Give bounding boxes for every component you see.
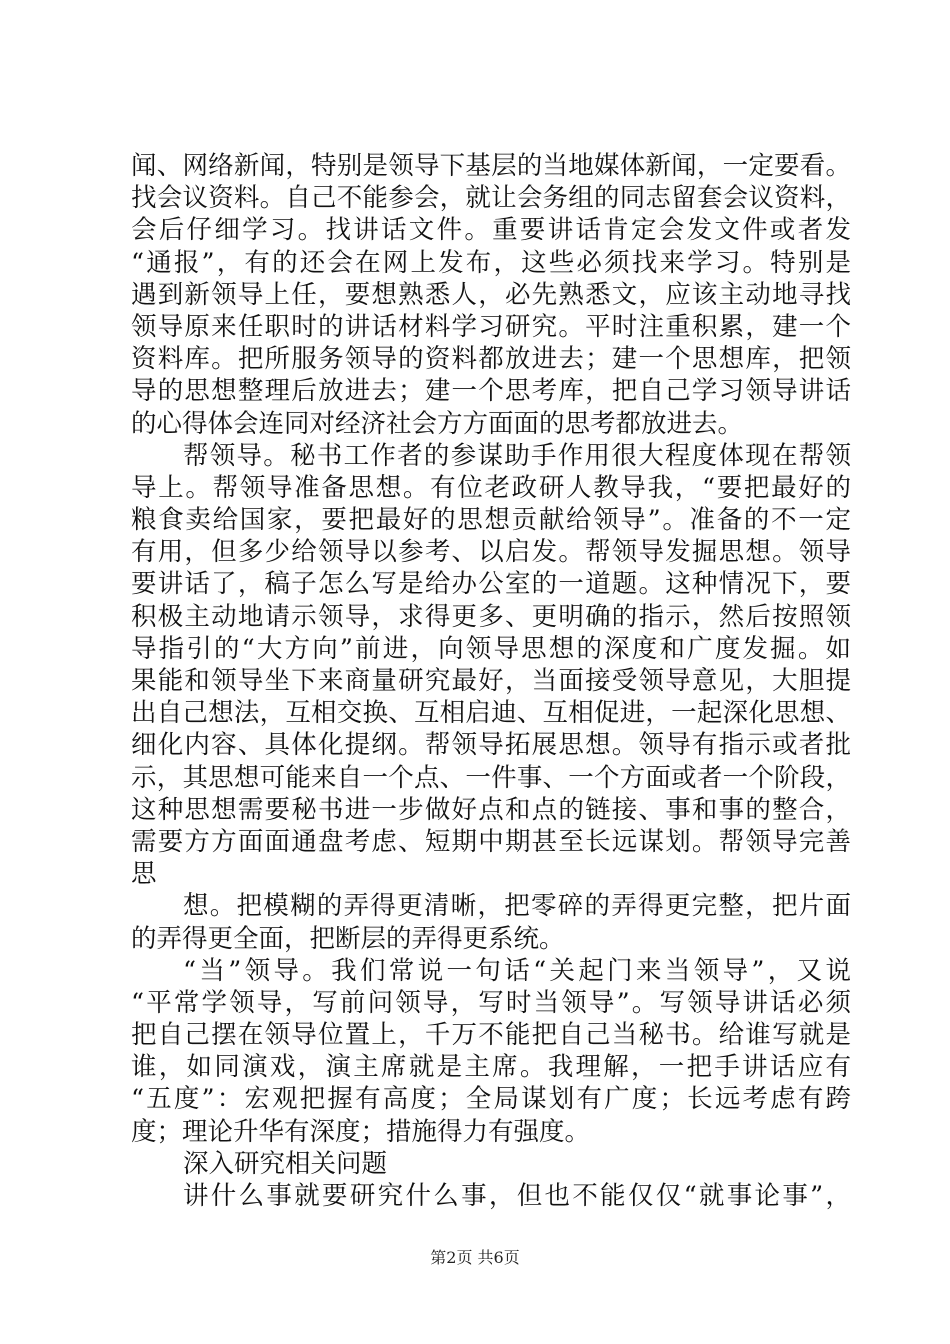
- text-line: 这种思想需要秘书进一步做好点和点的链接、事和事的整合，: [131, 794, 851, 825]
- text-line: 导上。帮领导准备思想。有位老政研人教导我，“要把最好的: [131, 472, 851, 503]
- page-number-footer: 第2页 共6页: [430, 1248, 520, 1267]
- text-line: 资料库。把所服务领导的资料都放进去；建一个思想库，把领: [131, 344, 851, 375]
- text-line: 闻、网络新闻，特别是领导下基层的当地媒体新闻，一定要看。: [131, 151, 851, 181]
- paragraph-start-line: 讲什么事就要研究什么事，但也不能仅仅“就事论事”，: [183, 1181, 851, 1211]
- section-heading: 深入研究相关问题: [183, 1148, 388, 1179]
- text-line: 的弄得更全面，把断层的弄得更系统。: [131, 923, 565, 954]
- text-line: 积极主动地请示领导，求得更多、更明确的指示，然后按照领: [131, 601, 851, 632]
- text-line: 找会议资料。自己不能参会，就让会务组的同志留套会议资料，: [131, 183, 851, 214]
- text-line: 度；理论升华有深度；措施得力有强度。: [131, 1116, 591, 1147]
- paragraph-start-line: 帮领导。秘书工作者的参谋助手作用很大程度体现在帮领: [183, 440, 851, 471]
- text-line: 导指引的“大方向”前进，向领导思想的深度和广度发掘。如: [131, 633, 851, 664]
- text-line: “平常学领导，写前问领导，写时当领导”。写领导讲话必须: [131, 987, 851, 1018]
- text-line: 有用，但多少给领导以参考、以启发。帮领导发掘思想。领导: [131, 537, 851, 568]
- text-line: “五度”：宏观把握有高度；全局谋划有广度；长远考虑有跨: [131, 1084, 851, 1115]
- text-line: 示，其思想可能来自一个点、一件事、一个方面或者一个阶段，: [131, 762, 851, 793]
- text-line: 要讲话了，稿子怎么写是给办公室的一道题。这种情况下，要: [131, 569, 851, 600]
- paragraph-start-line: “当”领导。我们常说一句话“关起门来当领导”，又说: [183, 955, 851, 986]
- text-line: 导的思想整理后放进去；建一个思考库，把自己学习领导讲话: [131, 376, 851, 407]
- text-line: 会后仔细学习。找讲话文件。重要讲话肯定会发文件或者发: [131, 215, 851, 246]
- text-line: 的心得体会连同对经济社会方方面面的思考都放进去。: [131, 408, 744, 439]
- text-line: 谁，如同演戏，演主席就是主席。我理解，一把手讲话应有: [131, 1052, 851, 1083]
- paragraph-start-line: 想。把模糊的弄得更清晰，把零碎的弄得更完整，把片面: [183, 891, 851, 922]
- text-line: 需要方方面面通盘考虑、短期中期甚至长远谋划。帮领导完善: [131, 826, 851, 857]
- text-line: 遇到新领导上任，要想熟悉人，必先熟悉文，应该主动地寻找: [131, 279, 851, 310]
- text-line: 细化内容、具体化提纲。帮领导拓展思想。领导有指示或者批: [131, 730, 851, 761]
- text-line: 把自己摆在领导位置上，千万不能把自己当秘书。给谁写就是: [131, 1020, 851, 1051]
- text-line: 果能和领导坐下来商量研究最好，当面接受领导意见，大胆提: [131, 666, 851, 696]
- text-line: 思: [131, 859, 157, 890]
- document-body: [131, 150, 851, 1212]
- text-line: 出自己想法，互相交换、互相启迪、互相促进，一起深化思想、: [131, 698, 851, 729]
- text-line: 粮食卖给国家，要把最好的思想贡献给领导”。准备的不一定: [131, 505, 851, 536]
- text-line: “通报”，有的还会在网上发布，这些必须找来学习。特别是: [131, 247, 851, 278]
- text-line: 领导原来任职时的讲话材料学习研究。平时注重积累，建一个: [131, 311, 851, 342]
